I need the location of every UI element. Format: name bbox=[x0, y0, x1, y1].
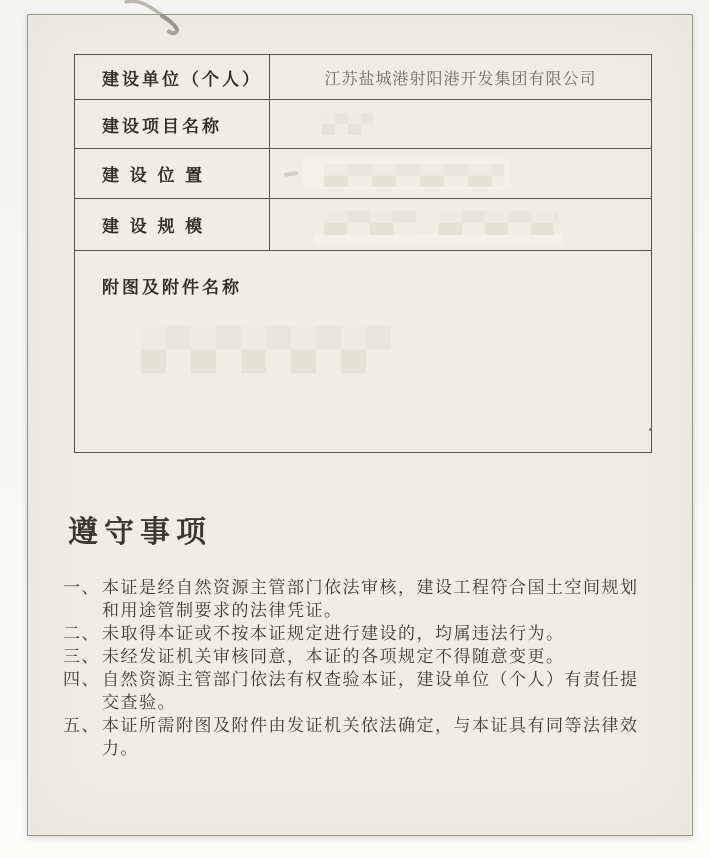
item-text: 本证是经自然资源主管部门依法审核，建设工程符合国土空间规划和用途管制要求的法律凭证。 bbox=[102, 578, 639, 620]
redacted-scale-part2 bbox=[439, 211, 559, 235]
item-text: 未取得本证或不按本证规定进行建设的，均属违法行为。 bbox=[102, 624, 565, 643]
ink-mark-icon bbox=[116, 0, 202, 40]
field-label-text: 建 设 规 模 bbox=[102, 217, 206, 236]
redacted-attachments bbox=[141, 326, 391, 373]
item-text: 本证所需附图及附件由发证机关依法确定，与本证具有同等法律效力。 bbox=[102, 716, 639, 758]
field-value bbox=[270, 55, 651, 99]
list-item bbox=[63, 576, 663, 622]
redacted-scale-part1 bbox=[324, 211, 416, 235]
field-label-text: 建设单位（个人） bbox=[102, 69, 262, 89]
item-text: 自然资源主管部门依法有权查验本证，建设单位（个人）有责任提交查验。 bbox=[102, 670, 639, 712]
compliance-list bbox=[63, 576, 663, 760]
list-item bbox=[63, 668, 663, 714]
item-number: 一、 bbox=[63, 578, 100, 597]
construction-unit-value: 江苏盐城港射阳港开发集团有限公司 bbox=[324, 70, 597, 88]
section-title: 遵守事项 bbox=[68, 516, 212, 549]
list-item bbox=[63, 714, 663, 760]
item-number: 四、 bbox=[63, 670, 100, 689]
field-label bbox=[75, 199, 270, 250]
redacted-location bbox=[324, 164, 504, 187]
field-label bbox=[75, 149, 270, 198]
list-item bbox=[63, 645, 663, 668]
item-number: 五、 bbox=[63, 716, 100, 735]
redacted-scale-base bbox=[314, 234, 562, 244]
list-item bbox=[63, 622, 663, 645]
field-label-text: 建 设 位 置 bbox=[102, 166, 206, 185]
field-label bbox=[75, 55, 270, 99]
field-label bbox=[75, 100, 270, 148]
permit-page bbox=[27, 14, 693, 836]
attachments-label: 附图及附件名称 bbox=[102, 278, 242, 297]
item-text: 未经发证机关审核同意，本证的各项规定不得随意变更。 bbox=[102, 647, 565, 666]
scan-speck bbox=[649, 428, 652, 431]
table-row bbox=[75, 55, 651, 100]
field-label-text: 建设项目名称 bbox=[102, 116, 222, 136]
redacted-project-name bbox=[322, 113, 373, 135]
item-number: 二、 bbox=[63, 624, 100, 643]
item-number: 三、 bbox=[63, 647, 100, 666]
